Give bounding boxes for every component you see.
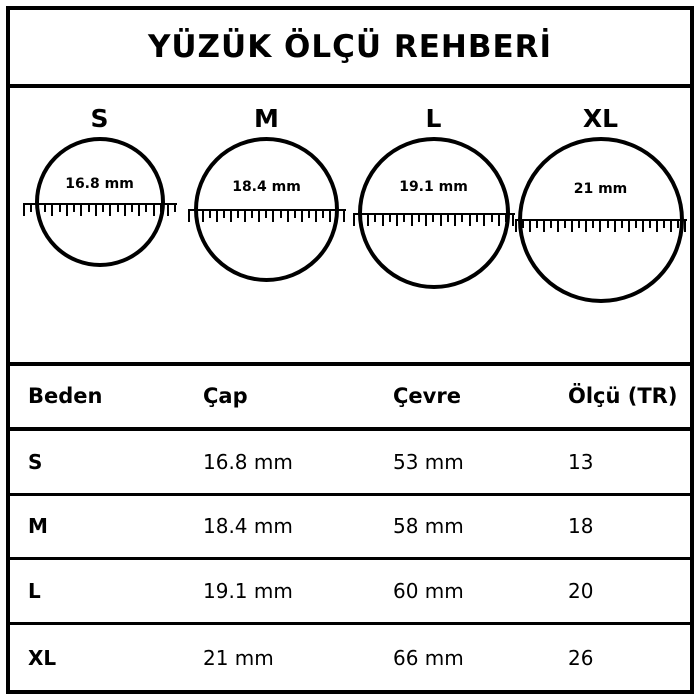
ruler-tick [677, 221, 679, 228]
table-row [10, 431, 690, 496]
cell-cevre: 60 mm [393, 579, 464, 604]
ruler-tick [315, 211, 317, 222]
ruler-tick [66, 205, 68, 216]
cell-beden: M [28, 514, 48, 539]
cell-cevre: 58 mm [393, 514, 464, 539]
ruler-tick [287, 211, 289, 222]
ruler-tick [174, 205, 176, 212]
table-row [10, 496, 690, 561]
ruler-tick [117, 205, 119, 212]
ruler-tick [469, 215, 471, 226]
ruler-tick [505, 215, 507, 222]
table-header-row [10, 366, 690, 431]
ring-circle-l [358, 137, 510, 289]
ring-diameter-label-s: 16.8 mm [65, 176, 134, 192]
ruler-tick [543, 221, 545, 232]
ruler-tick [536, 221, 538, 228]
ruler-tick [663, 221, 665, 228]
ruler-m [188, 209, 346, 229]
ring-graphic-l [358, 137, 510, 289]
ruler-tick [382, 215, 384, 226]
ruler-s [23, 203, 177, 223]
ruler-tick [461, 215, 463, 222]
ring-size-label-s: S [90, 104, 109, 133]
ring-diameter-label-m: 18.4 mm [232, 179, 301, 195]
ruler-tick [73, 205, 75, 212]
ruler-tick [642, 221, 644, 232]
ruler-tick [160, 205, 162, 212]
ruler-tick [374, 215, 376, 222]
ruler-tick [454, 215, 456, 226]
ruler-tick [37, 205, 39, 216]
ruler-tick [592, 221, 594, 228]
ruler-tick [308, 211, 310, 218]
ruler-tick [131, 205, 133, 212]
ruler-tick [138, 205, 140, 216]
ruler-tick [44, 205, 46, 212]
ruler-tick [529, 221, 531, 232]
ruler-tick [599, 221, 601, 232]
page-title: YÜZÜK ÖLÇÜ REHBERİ [147, 29, 553, 65]
ruler-tick [418, 215, 420, 222]
ruler-tick [59, 205, 61, 212]
ruler-xl [515, 219, 687, 239]
table-row [10, 560, 690, 625]
ruler-tick [145, 205, 147, 212]
cell-olcu: 20 [568, 579, 594, 604]
cell-olcu: 26 [568, 645, 594, 670]
ruler-tick [329, 211, 331, 222]
ruler-tick [223, 211, 225, 218]
table-header-olcu: Ölçü (TR) [568, 384, 678, 409]
table-header-cap: Çap [203, 384, 248, 409]
cell-cap: 19.1 mm [203, 579, 293, 604]
ruler-tick [628, 221, 630, 232]
ruler-tick [571, 221, 573, 232]
ruler-tick [251, 211, 253, 218]
cell-cap: 16.8 mm [203, 449, 293, 474]
ruler-tick [396, 215, 398, 226]
ruler-tick [432, 215, 434, 222]
ring-size-label-l: L [425, 104, 442, 133]
ruler-tick [280, 211, 282, 218]
ring-diagram-section [10, 88, 690, 366]
ruler-tick [550, 221, 552, 228]
ruler-tick [621, 221, 623, 228]
ruler-tick [237, 211, 239, 218]
ring-size-label-m: M [254, 104, 279, 133]
ruler-tick [294, 211, 296, 218]
ruler-tick [230, 211, 232, 222]
ruler-tick [336, 211, 338, 218]
ruler-l [353, 213, 515, 233]
ruler-tick [109, 205, 111, 216]
size-table [10, 366, 690, 690]
ruler-tick [564, 221, 566, 228]
ruler-tick [578, 221, 580, 228]
ruler-tick [367, 215, 369, 226]
title-section [10, 10, 690, 88]
ring-diameter-label-l: 19.1 mm [399, 179, 468, 195]
ruler-tick [301, 211, 303, 222]
cell-olcu: 13 [568, 449, 594, 474]
ruler-tick [343, 211, 345, 222]
ruler-tick [585, 221, 587, 232]
ring-circle-xl [518, 137, 684, 303]
table-row [10, 625, 690, 690]
cell-cap: 18.4 mm [203, 514, 293, 539]
ruler-tick [216, 211, 218, 222]
cell-beden: XL [28, 645, 57, 670]
ruler-tick [607, 221, 609, 228]
ruler-tick [88, 205, 90, 212]
ruler-tick [353, 215, 355, 226]
cell-cevre: 66 mm [393, 645, 464, 670]
ruler-tick [656, 221, 658, 232]
ruler-tick [258, 211, 260, 222]
ruler-tick [614, 221, 616, 232]
ruler-tick [272, 211, 274, 222]
cell-olcu: 18 [568, 514, 594, 539]
ruler-tick [188, 211, 190, 222]
ruler-tick [670, 221, 672, 232]
ruler-tick [498, 215, 500, 226]
ruler-tick [30, 205, 32, 212]
ruler-tick [476, 215, 478, 222]
cell-cap: 21 mm [203, 645, 274, 670]
table-header-beden: Beden [28, 384, 103, 409]
cell-beden: S [28, 449, 43, 474]
ruler-tick [425, 215, 427, 226]
ruler-tick [244, 211, 246, 222]
ruler-tick [95, 205, 97, 216]
ruler-tick [195, 211, 197, 218]
table-header-cevre: Çevre [393, 384, 461, 409]
ruler-tick [515, 221, 517, 232]
ruler-tick [440, 215, 442, 226]
ring-size-label-xl: XL [582, 104, 619, 133]
cell-cevre: 53 mm [393, 449, 464, 474]
ruler-tick [483, 215, 485, 226]
ruler-tick [202, 211, 204, 222]
ring-circle-m [194, 137, 339, 282]
ring-graphic-xl [518, 137, 684, 303]
ruler-tick [403, 215, 405, 222]
ruler-tick [447, 215, 449, 222]
ruler-tick [153, 205, 155, 216]
ruler-tick [557, 221, 559, 232]
ruler-tick [124, 205, 126, 216]
ruler-tick [209, 211, 211, 218]
ring-cell-xl [517, 88, 684, 303]
ruler-tick [360, 215, 362, 222]
ring-diameter-label-xl: 21 mm [573, 181, 628, 197]
ruler-tick [635, 221, 637, 228]
ruler-tick [491, 215, 493, 222]
ruler-tick [389, 215, 391, 222]
ring-graphic-s [35, 137, 165, 267]
ruler-tick [684, 221, 686, 232]
cell-beden: L [28, 579, 41, 604]
ruler-tick [167, 205, 169, 216]
ruler-tick [411, 215, 413, 226]
ruler-tick [23, 205, 25, 216]
ring-cell-s [16, 88, 183, 267]
ring-cell-l [350, 88, 517, 289]
ruler-tick [649, 221, 651, 228]
ring-circle-s [35, 137, 165, 267]
ruler-tick [522, 221, 524, 228]
ruler-tick [80, 205, 82, 216]
ruler-tick [102, 205, 104, 212]
ruler-tick [265, 211, 267, 218]
ruler-tick [322, 211, 324, 218]
ring-graphic-m [194, 137, 339, 282]
ring-cell-m [183, 88, 350, 282]
ruler-tick [51, 205, 53, 216]
